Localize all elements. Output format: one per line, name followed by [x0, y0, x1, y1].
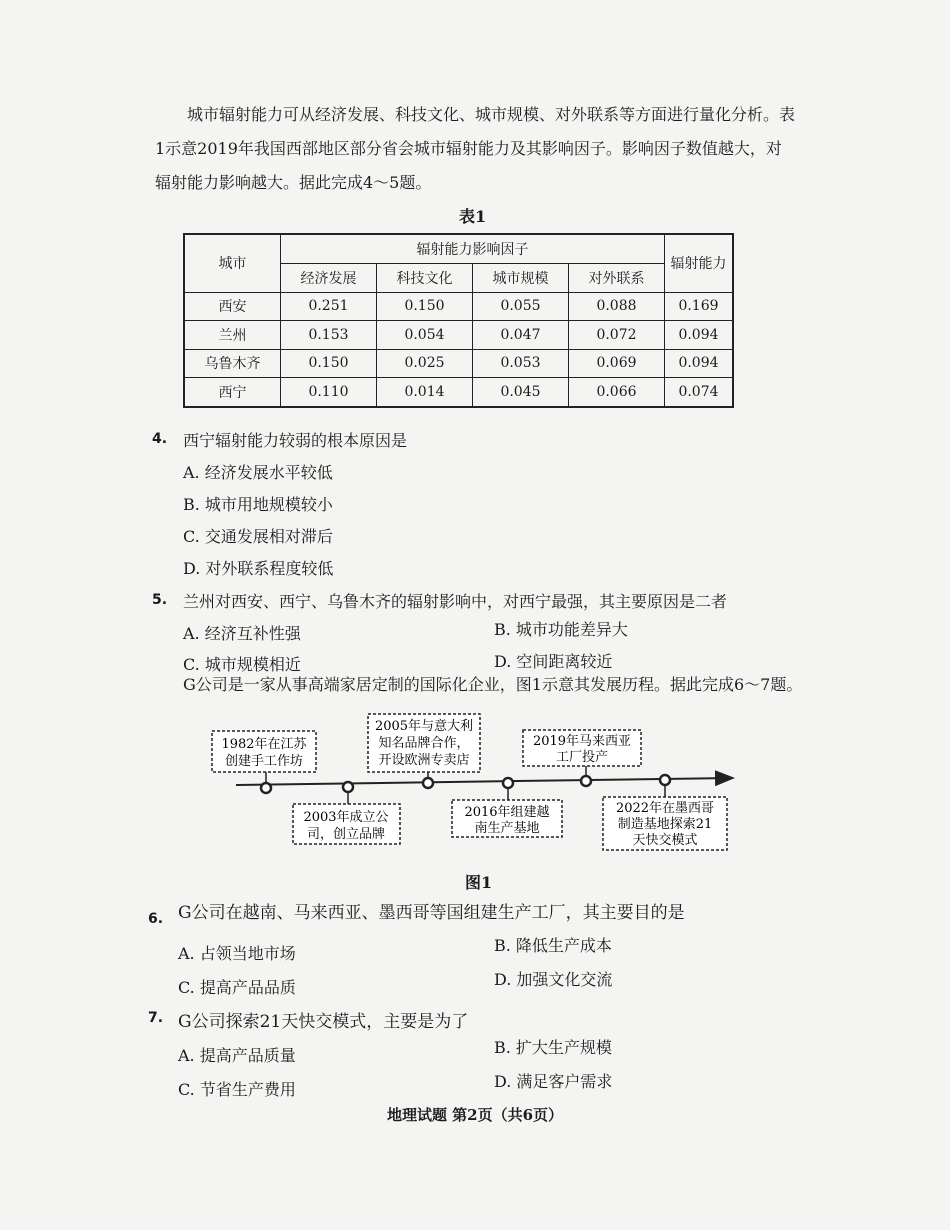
q4-option-a[interactable]: A. 经济发展水平较低: [183, 463, 333, 482]
q7-option-d[interactable]: D. 满足客户需求: [494, 1072, 613, 1091]
q6-option-b[interactable]: B. 降低生产成本: [494, 936, 612, 955]
q4-option-b[interactable]: B. 城市用地规模较小: [183, 495, 333, 514]
q6-stem: G公司在越南、马来西亚、墨西哥等国组建生产工厂，其主要目的是: [178, 903, 685, 923]
q5-stem: 兰州对西安、西宁、乌鲁木齐的辐射影响中，对西宁最强，其主要原因是二者: [183, 592, 728, 611]
event-2019-line2: 工厂投产: [555, 750, 609, 765]
q7-stem: G公司探索21天快交模式，主要是为了: [178, 1012, 469, 1032]
event-1982-line2: 创建手工作坊: [224, 754, 304, 769]
event-2005: [368, 714, 480, 783]
event-1982-line1: 1982年在江苏: [221, 737, 307, 752]
event-2022-line1: 2022年在墨西哥: [615, 801, 715, 816]
header-col-economy: 经济发展: [281, 263, 377, 292]
q5-option-a[interactable]: A. 经济互补性强: [183, 624, 301, 643]
event-2003: [293, 788, 400, 844]
cell-value: 0.153: [281, 321, 377, 350]
q6-option-d[interactable]: D. 加强文化交流: [494, 970, 613, 989]
event-2022-line3: 天快交模式: [632, 833, 698, 848]
event-2022: [603, 780, 727, 850]
q6-option-c[interactable]: C. 提高产品品质: [178, 978, 296, 997]
event-2016: [452, 784, 562, 837]
cell-value: 0.069: [569, 349, 665, 378]
intro-line-1: 城市辐射能力可从经济发展、科技文化、城市规模、对外联系等方面进行量化分析。表: [187, 105, 796, 124]
q7-option-c[interactable]: C. 节省生产费用: [178, 1080, 296, 1099]
event-2019-line1: 2019年马来西亚: [532, 734, 632, 749]
cell-value: 0.047: [473, 321, 569, 350]
cell-value: 0.169: [665, 292, 734, 321]
header-factors: 辐射能力影响因子: [281, 234, 665, 263]
q6-number: 6.: [148, 911, 164, 927]
q5-number: 5.: [152, 592, 168, 608]
figure-caption: 图1: [465, 873, 493, 892]
event-2005-line3: 开设欧洲专卖店: [378, 753, 470, 768]
event-2005-line2: 知名品牌合作，: [378, 736, 470, 751]
q7-number: 7.: [148, 1010, 164, 1026]
page-footer: 地理试题 第2页（共6页）: [386, 1106, 564, 1124]
event-2005-line1: 2005年与意大利: [374, 719, 474, 734]
header-col-scale: 城市规模: [473, 263, 569, 292]
cell-value: 0.150: [281, 349, 377, 378]
event-1982: [212, 731, 316, 788]
cell-value: 0.066: [569, 378, 665, 407]
q7-option-a[interactable]: A. 提高产品质量: [178, 1046, 296, 1065]
q4-option-d[interactable]: D. 对外联系程度较低: [183, 559, 334, 578]
timeline-axis: [236, 778, 733, 785]
cell-value: 0.055: [473, 292, 569, 321]
q4-option-c[interactable]: C. 交通发展相对滞后: [183, 527, 333, 546]
cell-value: 0.074: [665, 378, 734, 407]
cell-value: 0.054: [377, 321, 473, 350]
cell-value: 0.014: [377, 378, 473, 407]
q4-number: 4.: [152, 431, 168, 447]
q5-option-b[interactable]: B. 城市功能差异大: [494, 620, 628, 639]
q7-option-b[interactable]: B. 扩大生产规模: [494, 1038, 612, 1057]
q5-option-c[interactable]: C. 城市规模相近: [183, 655, 301, 674]
table-caption: 表1: [459, 207, 487, 226]
cell-city: 兰州: [184, 321, 281, 350]
cell-value: 0.088: [569, 292, 665, 321]
cell-value: 0.053: [473, 349, 569, 378]
cell-value: 0.150: [377, 292, 473, 321]
header-col-external: 对外联系: [569, 263, 665, 292]
q5-option-d[interactable]: D. 空间距离较近: [494, 652, 613, 671]
cell-city: 西安: [184, 292, 281, 321]
cell-value: 0.110: [281, 378, 377, 407]
header-col-tech: 科技文化: [377, 263, 473, 292]
event-2016-line2: 南生产基地: [474, 821, 540, 836]
header-ability: 辐射能力: [665, 234, 734, 292]
event-2003-line1: 2003年成立公: [303, 810, 389, 825]
event-2003-line2: 司，创立品牌: [306, 827, 386, 842]
cell-value: 0.045: [473, 378, 569, 407]
intro-line-3: 辐射能力影响越大。据此完成4～5题。: [155, 173, 432, 192]
cell-value: 0.072: [569, 321, 665, 350]
cell-value: 0.251: [281, 292, 377, 321]
event-2019: [523, 730, 641, 781]
event-2016-line1: 2016年组建越: [464, 805, 550, 820]
cell-city: 西宁: [184, 378, 281, 407]
q6-option-a[interactable]: A. 占领当地市场: [178, 944, 296, 963]
event-2022-line2: 制造基地探索21: [617, 817, 713, 832]
cell-value: 0.094: [665, 349, 734, 378]
cell-value: 0.025: [377, 349, 473, 378]
intro-line-2: 1示意2019年我国西部地区部分省会城市辐射能力及其影响因子。影响因子数值越大，对: [155, 139, 782, 158]
cell-city: 乌鲁木齐: [184, 349, 281, 378]
lead-6-7: G公司是一家从事高端家居定制的国际化企业，图1示意其发展历程。据此完成6～7题。: [183, 675, 803, 694]
header-city: 城市: [184, 234, 281, 292]
q4-stem: 西宁辐射能力较弱的根本原因是: [183, 431, 408, 450]
cell-value: 0.094: [665, 321, 734, 350]
